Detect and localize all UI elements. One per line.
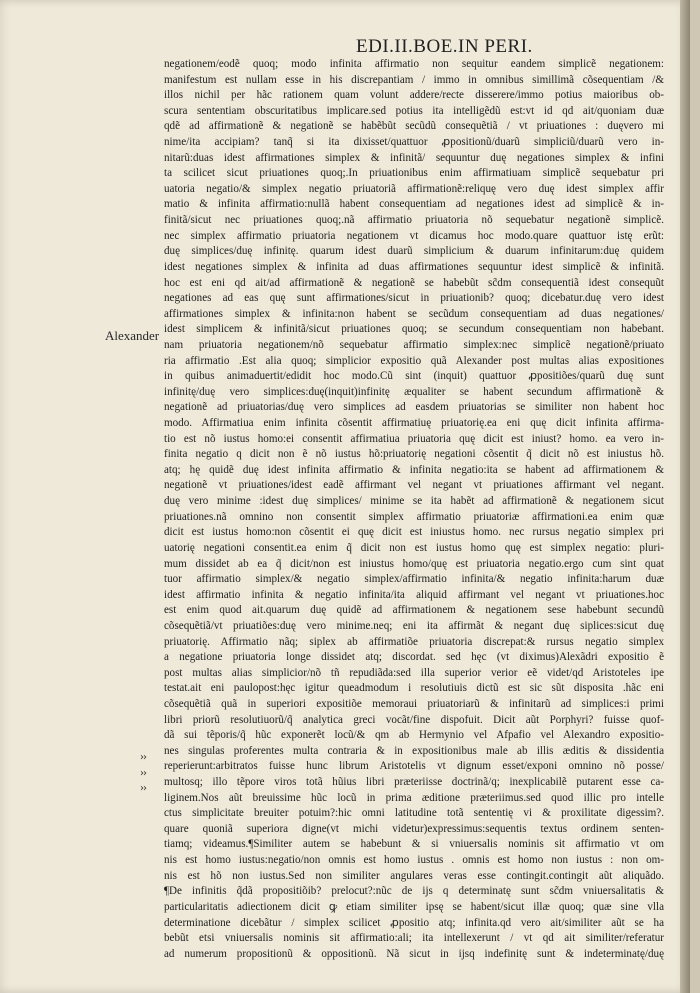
text-line: cõsequẽtiã quã in superiori expositiõe memoraui priuatoriarũ & infinitarũ ad simplices:i primi [164,697,664,710]
text-line: nis est homo iustus:negatio/non omnis est homo iustus . omnis est homo non iustus : non om- [164,854,664,867]
text-line: cõsequẽtiã/vt priuatiões:duę vero minime.neq; eni ita affirmãt & negant duę siplices:sicut duę [164,619,664,632]
text-line: in quibus animaduertit/edidit hoc modo.Cũ sint (inquit) quattuor ꝓpositiões/quarũ duę sunt [164,370,664,383]
page-gutter [680,0,690,993]
text-line: priuatorię. Affirmatio nãq; siplex ab affirmatiõe priuatoria discrepat:& rursus negatio simplex [164,635,664,648]
text-line: scura sententiam obscuritatibus implicare.sed potius ita intelligẽdũ est:vt id qd ait/quoniam duæ [164,104,664,117]
text-line: libri priorũ resolutiuorũ/q̃ analytica greci vocãt/fine dispofuit. Dicit aũt Porphyri? fuisse quof- [164,713,664,726]
text-line: negationes ad eas quę sunt affirmationes/sicut in priuationib? quoq; dicebatur.duę vero idest [164,292,664,305]
text-line: qdẽ ad affirmationẽ & negationẽ se habẽbũt secũdũ consequẽtiã / vt priuationes : duęvero mi [164,120,664,133]
text-line: negationem/eodẽ quoq; modo infinita affirmatio non sequitur eandem simplicẽ negationem: [164,58,664,70]
text-line: testat.ait eni paulopost:hęc igitur queadmodum i resolutiuis dictũ est sic sũt disposita .hãc eni [164,682,664,695]
text-line: finitã/sicut nec priuationes quoq;.nã affirmatio priuatoria nõ sequebatur negationẽ simplicẽ. [164,214,664,227]
text-line: a negatione priuatoria longe dissidet atq; discordat. sed hęc (vt diximus)Alexãdri expositio ẽ [164,651,664,664]
text-line: nec simplex affirmatio priuatoria negationem vt dicamus hoc modo.quare quattuor istę erũt: [164,229,664,242]
text-line: determinatione dicebãtur / simplex scilicet ꝓpositio atq; infinita.qd vero ait/similiter aũt se ha [164,916,664,929]
quote-marker: ›› [140,752,146,763]
text-line: uatoria negatio/& simplex negatio priuatoriã affirmationẽ:reliquę vero duę idest simplex affir [164,182,664,195]
text-line: nis est hõ non iustus.Sed non similiter angulares veras esse contingit.contingit aũt aliquãdo. [164,869,664,882]
running-head: EDI.II.BOE.IN PERI. [356,36,533,57]
text-line: ta scilicet sicut priuationes quoq;.In priuationibus enim affirmatiuam simplicẽ sequebatur pri [164,167,664,180]
text-line: bebũt etsi vniuersalis nominis sit affirmatio:ali; ita intellexerunt / vt qd ait similiter/referatur [164,932,664,945]
text-line: particularitatis adiectionem dicit ꝙ etiam similiter ipsę se habent/sicut illæ quoq; quæ sine vlla [164,900,664,913]
text-line: nitarũ:duas idest affirmationes simplex & infinitã/ sequuntur duę negationes simplex & infini [164,151,664,164]
text-line: liginem.Nos aũt breuissime hũc locũ in prima æditione prӕteriimus.sed quod illic pro intelle [164,791,664,804]
text-line: idest affirmatio infinita & negatio infinita/ita aliquid affirmant vel negant vt priuationes.hoc [164,588,664,601]
text-line: nam priuatoria negationem/nõ sequebatur affirmatio simplex:nec simplicẽ negationẽ/priuato [164,338,664,351]
text-line: negationẽ ad priuatorias/duę vero simplices ad easdem priuatorias se similiter non habent hoc [164,401,664,414]
text-line: idest simplicem & infinitã/sicut priuationes quoq; se secundum consequentiam non habebant. [164,323,664,336]
text-line: matio & infinita affirmatio:nullã habent consequentiam ad negationes idest ad simplicẽ & in- [164,198,664,211]
text-line: illos nichil per hãc rationem quam volunt addere/recte disserere/immo potius maioribus ob- [164,89,664,102]
text-line: manifestum est nullam esse in his discrepantiam / immo in omnibus simillimã cõsequentiam /& [164,73,664,86]
text-line: tio est nõ iustus homo:ei consentit affirmatiua priuatoria quę dicit est iniust? homo. ea vero in- [164,432,664,445]
text-line: post multas alias simplicior/nõ tñ repudiãda:sed illa superior verior eẽ videt/qd Aristoteles ipe [164,666,664,679]
text-line: nime/ita accipiam? tanq̃ si ita dixisset/quattuor ꝓpositionũ/duarũ simpliciũ/duarũ vero in- [164,136,664,149]
text-line: infinitę/duę vero simplices:duę(inquit)infinitę æqualiter se habent secundum affirmationẽ & [164,385,664,398]
text-line: hoc est eni qd ait/ad affirmationẽ & negationẽ se habebũt sc̃dm consequentiã idest consequũt [164,276,664,289]
text-line: tuor affirmatio simplex/& negatio simplex/affirmatio infinita/& negatio infinita:harum duæ [164,573,664,586]
text-line: est enim quod ait.quarum duę quidẽ ad affirmationem & negationem sese habebunt secundũ [164,604,664,617]
text-line: negationẽ vt priuationes/idest eadẽ affirmant vel negant vt priuationes affirmant vel negant. [164,479,664,492]
text-line: priuationes.nã omnino non consentit simplex affirmatio priuatoriæ affirmationi.ea enim quæ [164,510,664,523]
text-line: uatorię negationi consentit.ea enim q̃ dicit non est iustus homo quę est simplex negatio: pluri- [164,541,664,554]
text-line: affirmationes simplex & infinita:non habent se secũdum consequentiam ad duas negationes/ [164,307,664,320]
text-line: duę vero minime :idest duę simplices/ minime se ita habẽt ad affirmationẽ & negationem sicut [164,495,664,508]
quote-marker: ›› [140,783,146,794]
text-line: idest negationes simplex & infinita ad duas affirmationes sequuntur idest simplicẽ & infinitã. [164,260,664,273]
quote-marker: ›› [140,768,146,779]
text-line: multosq; illo tẽpore viros totã hũius libri prӕteriisse doctrinã/q; inexplicabilẽ putarent esse ca- [164,776,664,789]
margin-note-alexander: Alexander [105,328,160,343]
text-line: ria affirmatio .Est alia quoq; simplicior expositio quã Alexander post multas alias expositiones [164,354,664,367]
text-line: finita negatio q dicit non ẽ nõ iustus hõ:priuatorię negationi cõsentit q̃ dicit nõ est iniustus hõ. [164,448,664,461]
text-line: reperierunt:arbitratos fuisse hunc librum Aristotelis vt dignum esset/exponi omnino nõ posse/ [164,760,664,773]
text-line: ctus simplicitate breuiter potuim?:hic omni latitudine totã sententię vi & proxilitate digessim?. [164,807,664,820]
text-line: ad numerum propositionũ & oppositionũ. Nã sicut in ijsq indefinitę sunt & indeterminatę/duę [164,947,664,960]
text-line: modo. Affirmatiua enim infinita cõsentit affirmatiuę priuatorię.ea eni quę dicit infinita affirma- [164,417,664,430]
text-line: atq; hę quidẽ duę idest infinita affirmatio & infinita negatio:ita se habent ad affirmationem & [164,463,664,476]
text-line: quare quoniã superiora digne(vt michi videtur)expressimus:sequentis textus ordinem senten- [164,822,664,835]
text-line: tiamq; videamus.¶Similiter autem se habebunt & si vniuersalis nominis sit affirmatio vt om [164,838,664,851]
text-line: nes singulas proferentes multa contraria & in expositionibus male ab illis æditis & dissidentia [164,744,664,757]
main-text-block [164,57,664,962]
text-line: dã sui tẽporis/q̃ hũc exponerẽt locũ/& qm ab Hermynio vel Afpafio vel Alexandro expositio- [164,729,664,742]
text-line: mum dissidet ab ea q̃ dicit/non est iniustus homo/quę est priuatoria negatio.ergo cum sint quat [164,557,664,570]
text-line: dicit est iustus homo:non cõsentit ei quę dicit est iniustus homo. nec rursus negatio simplex pri [164,526,664,539]
text-line: duę simplices/duę infinitę. quarum idest duarũ simplicium & duarum infinitarum:duę quidem [164,245,664,258]
text-line: ¶De infinitis q̃dã propositiõib? prelocut?:nũc de ijs q determinatę sunt sc̃dm vniuersalitatis & [164,885,664,898]
